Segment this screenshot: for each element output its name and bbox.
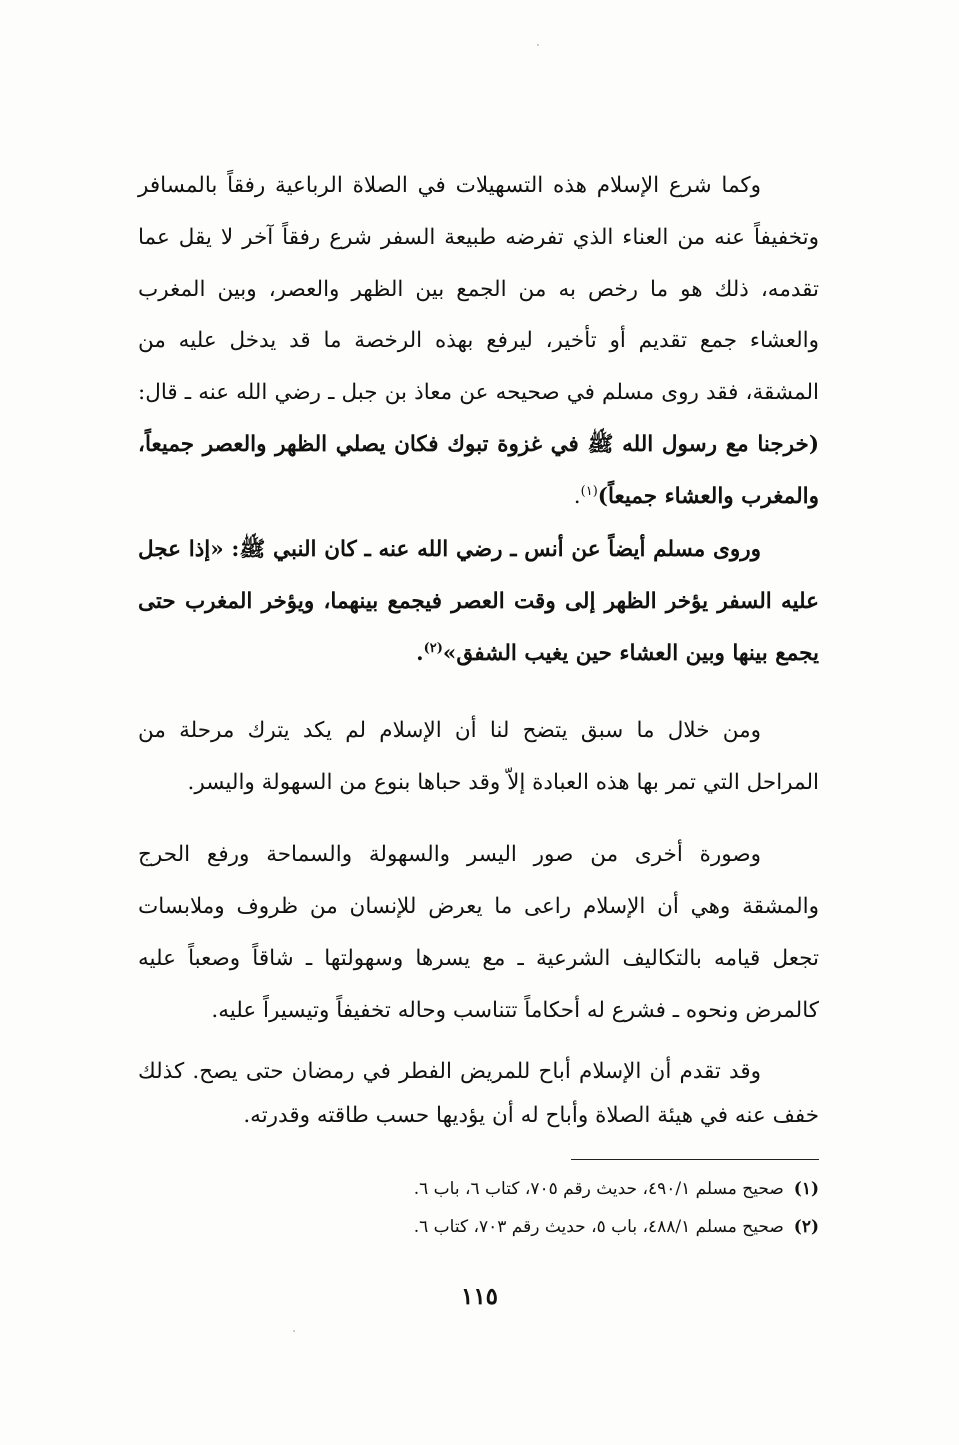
footnote-item [138, 1208, 819, 1246]
footnote-item [138, 1170, 819, 1208]
scan-speck [537, 44, 539, 46]
footnote-separator [571, 1159, 819, 1160]
paragraph-ease-example: وصورة أخرى من صور اليسر والسهولة والسماحة ورفع الحرج والمشقة وهي أن الإسلام راعى ما يعرض للإنسان من ظروف وملابسات تجعل قيامه بالتكاليف الشرعية ـ مع يسرها وسهولتها ـ شاقاً وصعباً عليه كالمرض ونحوه ـ فشرع له أحكاماً تتناسب وحاله تخفيفاً وتيسيراً عليه. [138, 842, 819, 1023]
footnotes [138, 1170, 819, 1246]
paragraph-text: وكما شرع الإسلام هذه التسهيلات في الصلاة الرباعية رفقاً بالمسافر وتخفيفاً عنه من العناء الذي تفرضه طبيعة السفر شرع رفقاً آخر لا يقل عما تقدمه، ذلك هو ما رخص به من الجمع بين الظهر والعصر، وبين المغرب والعشاء جمع تقديم أو تأخير، ليرفع بهذه الرخصة ما قد يدخل عليه من المشقة، فقد روى مسلم في صحيحه عن معاذ بن جبل ـ رضي الله عنه ـ قال: [138, 173, 819, 406]
footnote-number: (٢) [793, 1217, 819, 1237]
paragraph-anas-narration [138, 524, 819, 680]
footnote-text: صحيح مسلم ٤٨٨/١، باب ٥، حديث رقم ٧٠٣، كتاب ٦. [413, 1217, 784, 1237]
footnote-text: صحيح مسلم ٤٩٠/١، حديث رقم ٧٠٥، كتاب ٦، باب ٦. [413, 1179, 784, 1199]
footnote-reference: (٢) [423, 640, 443, 656]
footnote-reference: (١) [580, 483, 598, 499]
footnote-number: (١) [793, 1179, 819, 1199]
hadith-quote: (خرجنا مع رسول الله ﷺ في غزوة تبوك فكان يصلي الظهر والعصر جميعاً، والمغرب والعشاء جميعاً) [138, 431, 819, 509]
page-number: ١١٥ [460, 1283, 499, 1310]
paragraph-jam-permission [138, 160, 819, 523]
paragraph-text: وروى مسلم أيضاً عن أنس ـ رضي الله عنه ـ كان النبي ﷺ: [223, 537, 761, 562]
paragraph-conclusion: ومن خلال ما سبق يتضح لنا أن الإسلام لم يكد يترك مرحلة من المراحل التي تمر بها هذه العبادة إلاّ وقد حباها بنوع من السهولة واليسر. [138, 718, 819, 795]
paragraph-sick-person: وقد تقدم أن الإسلام أباح للمريض الفطر في رمضان حتى يصح. كذلك خفف عنه في هيئة الصلاة وأباح له أن يؤديها حسب طاقته وقدرته. [138, 1059, 819, 1128]
paragraph-end: . [573, 483, 581, 509]
hadith-quote: «إذا عجل عليه السفر يؤخر الظهر إلى وقت العصر فيجمع بينهما، ويؤخر المغرب حتى يجمع بينها وبين العشاء حين يغيب الشفق» [138, 537, 819, 666]
scan-speck [293, 1330, 295, 1332]
paragraph-end: . [416, 641, 424, 666]
